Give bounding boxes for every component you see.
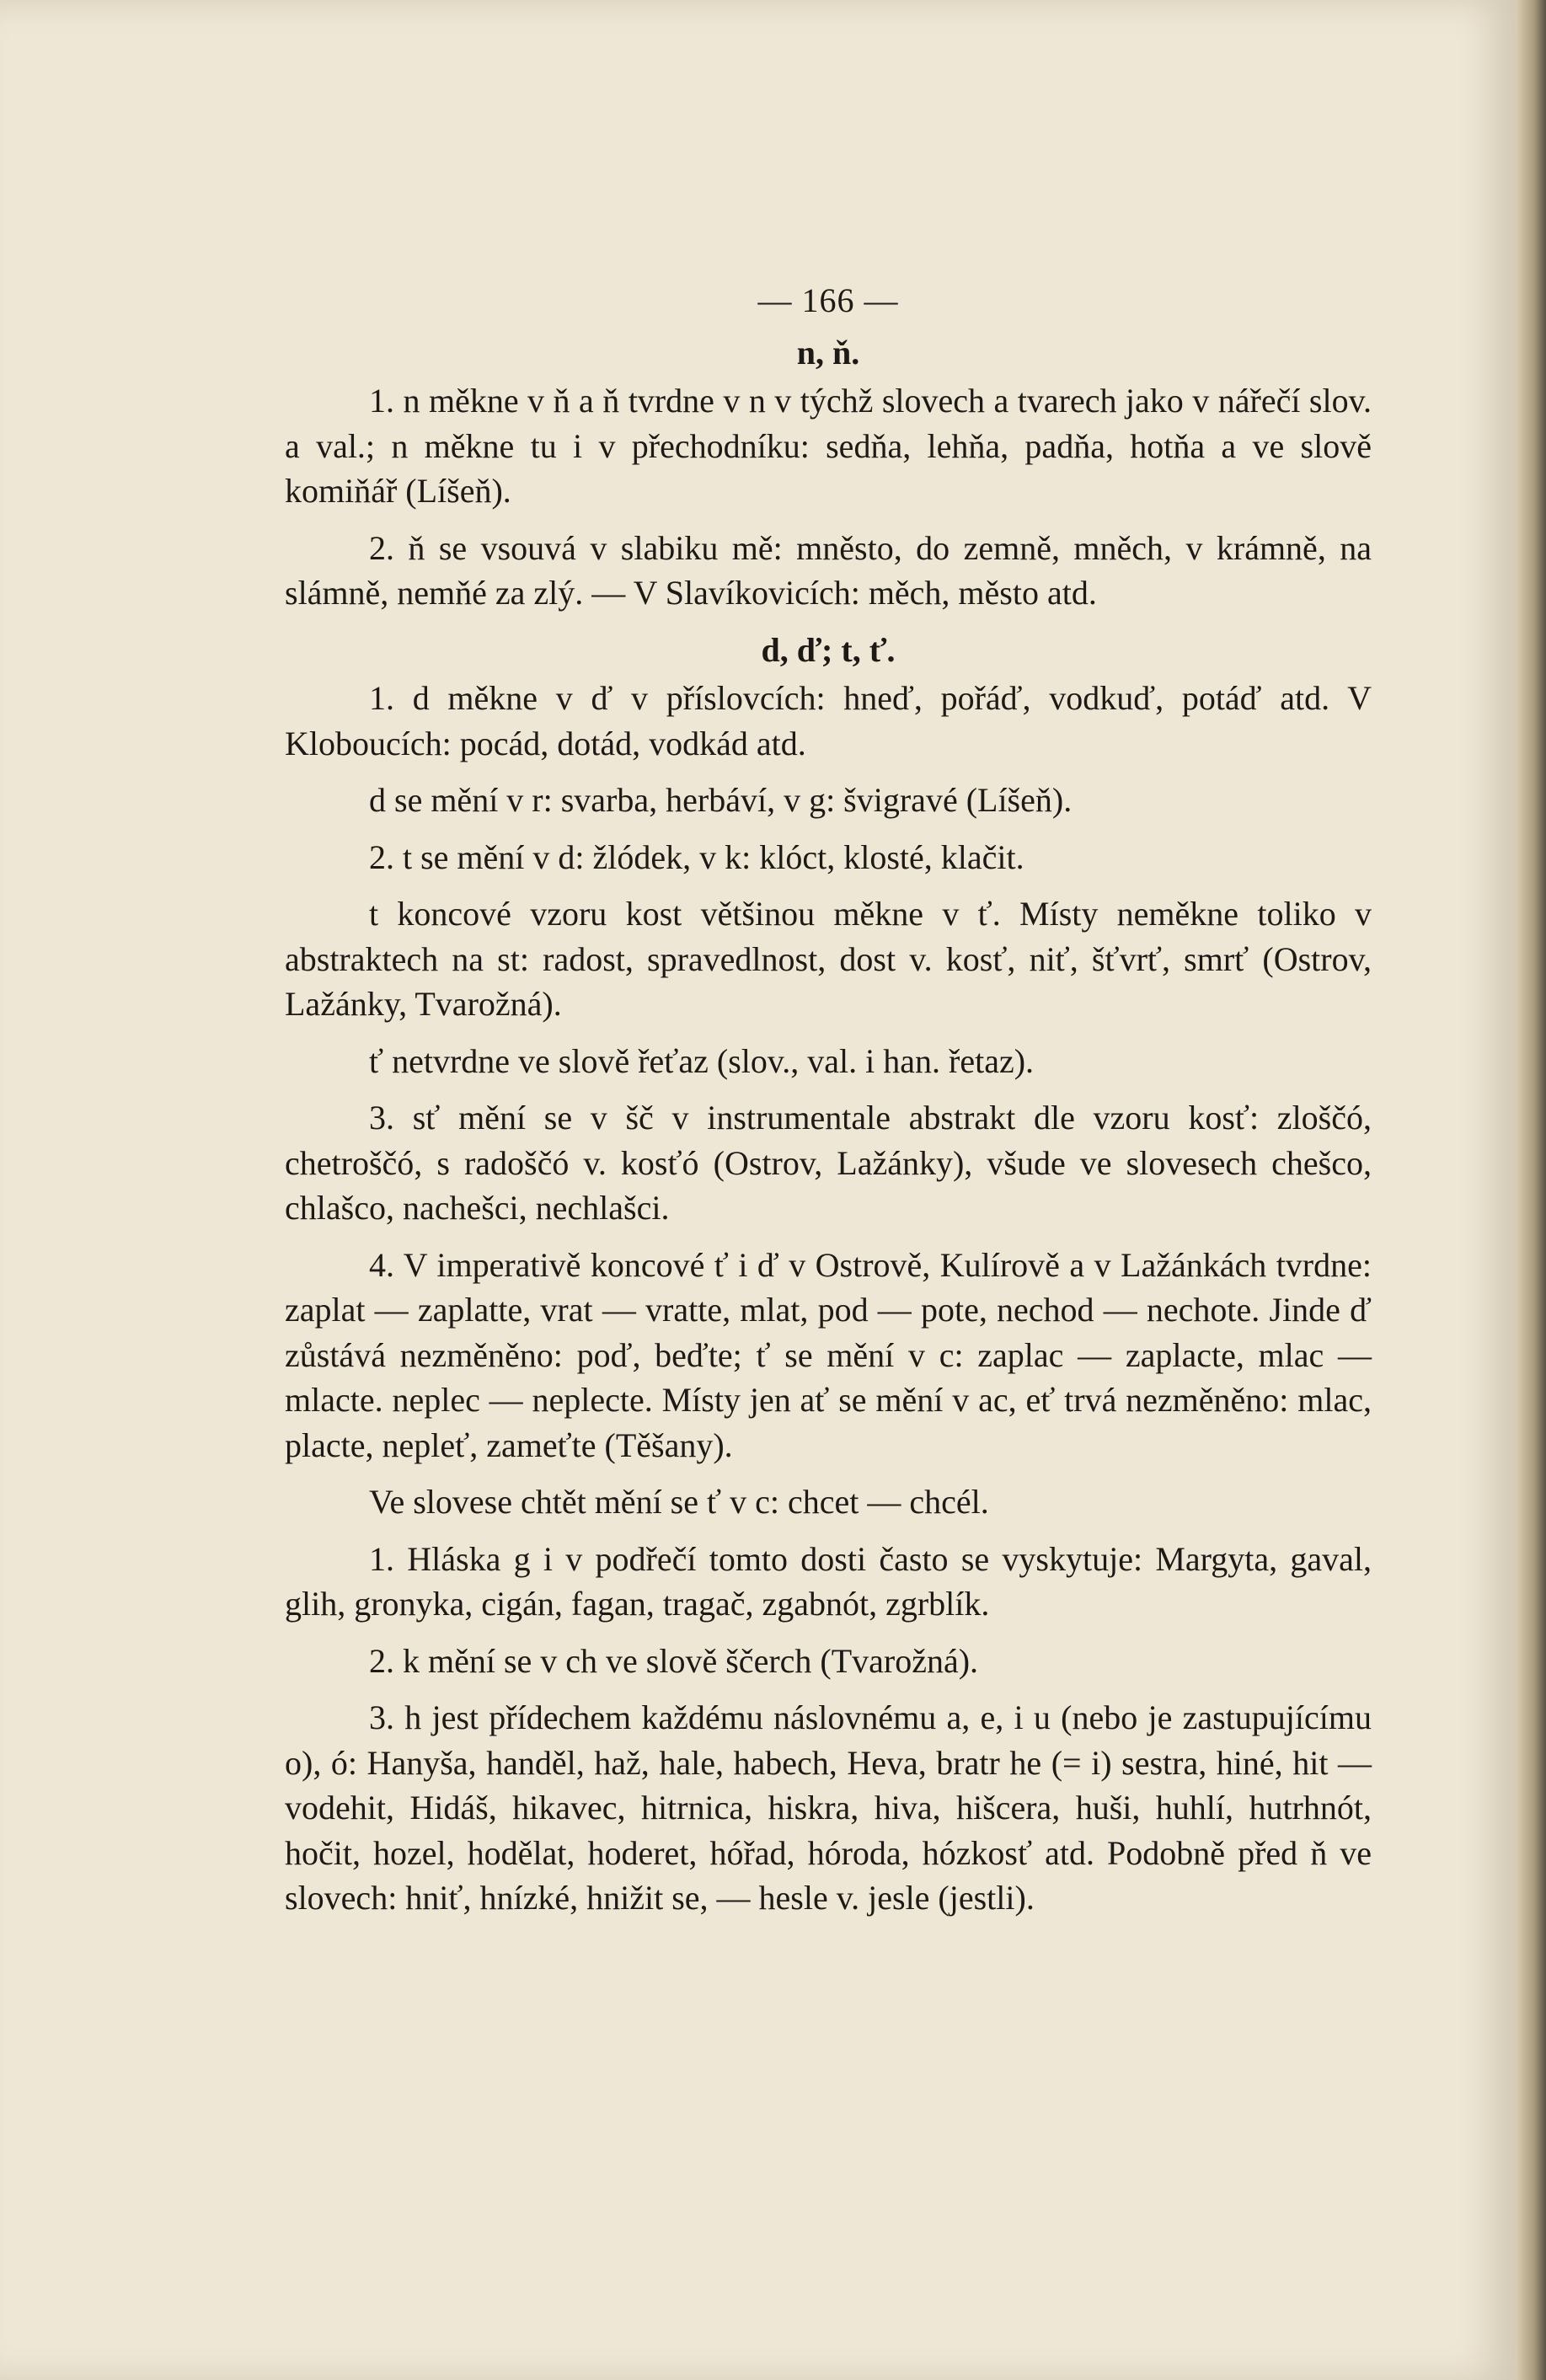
paragraph: Ve slovese chtět mění se ť v c: chcet — chcél. bbox=[369, 1483, 989, 1521]
paragraph: ť netvrdne ve slově řeťaz (slov., val. i han. řetaz). bbox=[369, 1041, 1035, 1080]
paragraph: 2. t se mění v d: žlódek, v k: klóct, klosté, klačit. bbox=[369, 837, 1024, 876]
paragraph: t koncové vzoru kost většinou měkne v ť. Místy neměkne toliko v abstraktech na st: radost, spravedlnost, dost v. kosť, niť, šťvrť, smrť (Ostrov, Lažánky, Tvarožná). bbox=[285, 895, 1372, 1023]
paragraph: 3. sť mění se v šč v instrumentale abstrakt dle vzoru kosť: zloščó, chetroščó, s radoščó v. kosťó (Ostrov, Lažánky), všude ve slovesech chešco, chlašco, nachešci, nechlašci. bbox=[285, 1099, 1372, 1227]
paragraph: 4. V imperativě koncové ť i ď v Ostrově, Kulírově a v Lažánkách tvrdne: zaplat — zaplatte, vrat — vratte, mlat, pod — pote, nechod — nechote. Jinde ď zůstává nezměněno: poď, beďte; ť se mění v c: zaplac — zaplacte, mlac — mlacte. neplec — neplecte. Místy jen ať se mění v ac, eť trvá nezměněno: mlac, placte, nepleť, zameťte (Těšany). bbox=[285, 1245, 1372, 1464]
page-text bbox=[285, 278, 1372, 1933]
paragraph: 1. n měkne v ň a ň tvrdne v n v týchž slovech a tvarech jako v nářečí slov. a val.; n měkne tu i v přechodníku: sedňa, lehňa, padňa, hotňa a ve slově komiňář (Líšeň). bbox=[285, 382, 1372, 510]
paragraph: d se mění v r: svarba, herbáví, v g: švigravé (Líšeň). bbox=[369, 781, 1073, 819]
paragraph: 3. h jest přídechem každému náslovnému a, e, i u (nebo je zastupujícímu o), ó: Hanyša, handěl, haž, hale, habech, Heva, bratr he (= i) sestra, hiné, hit — vodehit, Hidáš, hikavec, hitrnica, hiskra, hiva, hišcera, huši, huhlí, hutrhnót, hočit, hozel, hodělat, hoderet, hóřad, hóroda, hózkosť atd. Podobně před ň ve slovech: hniť, hnízké, hnižit se, — hesle v. jesle (jestli). bbox=[285, 1698, 1372, 1917]
paragraph: 2. k mění se v ch ve slově ščerch (Tvarožná). bbox=[369, 1641, 979, 1680]
paragraph: 1. d měkne v ď v příslovcích: hneď, pořáď, vodkuď, potáď atd. V Kloboucích: pocád, dotád, vodkád atd. bbox=[285, 679, 1372, 762]
section-heading-n: n, ň. bbox=[796, 333, 860, 372]
page-edge bbox=[1517, 0, 1546, 2380]
section-heading-d-t: d, ď; t, ť. bbox=[761, 630, 896, 669]
paragraph: 2. ň se vsouvá v slabiku mě: mněsto, do zemně, mněch, v krámně, na slámně, nemňé za zlý. — V Slavíkovicích: měch, město atd. bbox=[285, 528, 1372, 612]
page-number: — 166 — bbox=[757, 281, 899, 319]
paragraph: 1. Hláska g i v podřečí tomto dosti často se vyskytuje: Margyta, gaval, glih, gronyka, cigán, fagan, tragač, zgabnót, zgrblík. bbox=[285, 1539, 1372, 1623]
